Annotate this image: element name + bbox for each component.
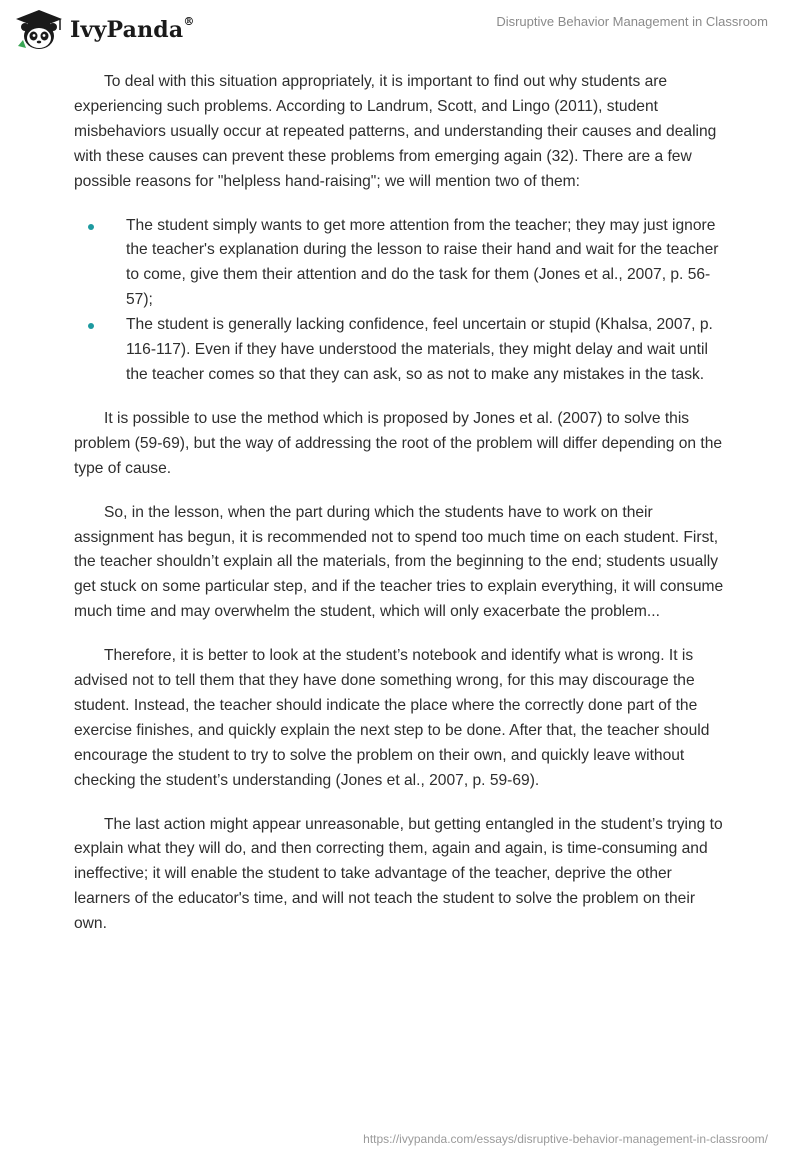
list-item (74, 313, 724, 388)
document-title: Disruptive Behavior Management in Classroom (496, 14, 768, 29)
source-url-link[interactable]: https://ivypanda.com/essays/disruptive-behavior-management-in-classroom/ (363, 1132, 768, 1146)
paragraph-5: The last action might appear unreasonable, but getting entangled in the student’s trying to explain what they will do, and then correcting them, again and again, is time-consuming and ineffective; it will enable the student to take advantage of the teacher, deprive the other learners of the educator's time, and will not teach the student to solve the problem on their own. (74, 815, 723, 933)
teal-dot-icon (88, 224, 94, 230)
teal-dot-icon (88, 323, 94, 329)
reasons-list (74, 214, 724, 388)
panda-graduate-icon (14, 8, 64, 52)
paragraph-2: It is possible to use the method which is proposed by Jones et al. (2007) to solve this problem (59-69), but the way of addressing the root of the problem will differ depending on the type of cause. (74, 409, 723, 477)
essay-body (74, 70, 724, 956)
page-header (0, 0, 800, 60)
paragraph-3: So, in the lesson, when the part during which the students have to work on their assignment has begun, it is recommended not to spend too much time on each student. First, the teacher shouldn’t explain all the materials, from the beginning to the end; students usually get stuck on some particular step, and if the teacher tries to explain everything, it will consume much time and may overwhelm the student, which will only exacerbate the problem... (74, 503, 724, 621)
list-item (74, 214, 724, 314)
list-item-text: The student simply wants to get more attention from the teacher; they may just ignore the teacher's explanation during the lesson to raise their hand and wait for the teacher to come, give them their attention and do the task for them (Jones et al., 2007, p. 56-57); (126, 216, 719, 309)
brand-name: IvyPanda® (70, 15, 195, 43)
paragraph-1: To deal with this situation appropriately, it is important to find out why students are experiencing such problems. According to Landrum, Scott, and Lingo (2011), student misbehaviors usually occur at repeated patterns, and understanding their causes and dealing with these causes can prevent these problems from emerging again (32). There are a few possible reasons for "helpless hand-raising"; we will mention two of them: (74, 73, 717, 190)
brand-logo[interactable] (14, 8, 195, 52)
list-item-text: The student is generally lacking confidence, feel uncertain or stupid (Khalsa, 2007, p. 116-117). Even if they have understood the materials, they might delay and wait until the teacher comes so that they can ask, so as not to make any mistakes in the task. (126, 316, 713, 383)
paragraph-4: Therefore, it is better to look at the student’s notebook and identify what is wrong. It is advised not to tell them that they have done something wrong, for this may discourage the student. Instead, the teacher should indicate the place where the correctly done part of the exercise finishes, and quickly explain the next step to be done. After that, the teacher should encourage the student to try to solve the problem on their own, and quickly leave without checking the student’s understanding (Jones et al., 2007, p. 59-69). (74, 647, 710, 789)
